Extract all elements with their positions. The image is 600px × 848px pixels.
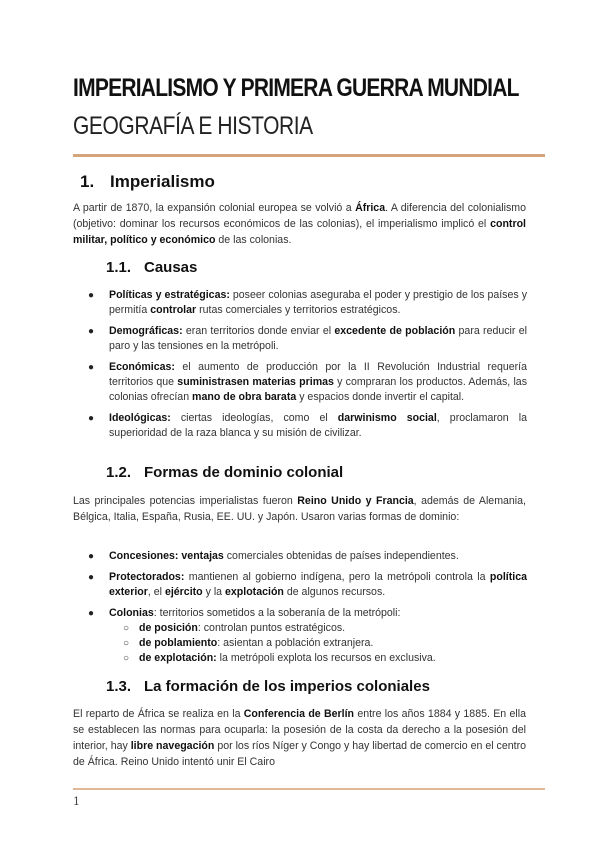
bullet-icon: ●: [88, 608, 95, 619]
page-subtitle: GEOGRAFÍA E HISTORIA: [73, 112, 313, 140]
list-item: ● Protectorados: mantienen al gobierno indígena, pero la metrópoli controla la política exterior, el ejército y la explotación de algunos recursos.: [88, 571, 527, 598]
list-item: ● Concesiones: ventajas comerciales obtenidas de países independientes.: [88, 550, 459, 562]
subsection-heading-formas-dominio: 1.2. Formas de dominio colonial: [106, 464, 344, 481]
bullet-icon: ●: [88, 551, 95, 562]
page-title: IMPERIALISMO Y PRIMERA GUERRA MUNDIAL: [73, 74, 519, 102]
subsection-heading-imperios-coloniales: 1.3. La formación de los imperios coloniales: [106, 678, 430, 695]
list-item: ● Políticas y estratégicas: poseer colonias aseguraba el poder y prestigio de los países y permitía controlar rutas comerciales y territorios estratégicos.: [88, 289, 527, 316]
subsection-heading-causas: 1.1. Causas: [106, 259, 198, 276]
list-item: ● Económicas: el aumento de producción por la II Revolución Industrial requería territorios que suministrasen materias primas y compraran los productos. Además, las colonias ofrecían mano de obra barata y espacios donde invertir el capital.: [88, 361, 527, 403]
header-divider: [73, 154, 545, 157]
circle-bullet-icon: ○: [123, 638, 130, 649]
bullet-icon: ●: [88, 572, 95, 583]
dominio-list: [85, 549, 527, 672]
bullet-icon: ●: [88, 326, 95, 337]
paragraph-reparto-africa: El reparto de África se realiza en la Conferencia de Berlín entre los años 1884 y 1885. En ella se establecen las normas para ocuparla: la posesión de la costa da derecho a la posesión del interior, hay libre navegación por los ríos Níger y Congo y hay libertad de comercio en el centro de África. Reino Unido intentó unir El Cairo: [73, 708, 526, 768]
causes-list: [85, 288, 527, 447]
section-heading-imperialismo: 1. Imperialismo: [80, 172, 215, 191]
colonias-sublist: [109, 621, 527, 666]
list-item: ● Demográficas: eran territorios donde enviar el excedente de población para reducir el paro y las tensiones en la metrópoli.: [88, 325, 527, 352]
bullet-icon: ●: [88, 362, 95, 373]
circle-bullet-icon: ○: [123, 623, 130, 634]
sublist-item: ○ de poblamiento: asientan a población extranjera.: [123, 637, 374, 649]
bullet-icon: ●: [88, 290, 95, 301]
list-item: ● Colonias: territorios sometidos a la soberanía de la metrópoli: ○ de posición: controlan puntos estratégicos. ○ de poblamiento: asientan a población extranjera. ○ de explotación: la metrópoli explota los recursos en exclusiva.: [85, 606, 527, 666]
paragraph-potencias: Las principales potencias imperialistas fueron Reino Unido y Francia, además de Alemania, Bélgica, Italia, España, Rusia, EE. UU. y Japón. Usaron varias formas de dominio:: [73, 495, 526, 523]
bullet-icon: ●: [88, 413, 95, 424]
circle-bullet-icon: ○: [123, 653, 130, 664]
page-number: 1: [73, 795, 80, 808]
paragraph-intro: A partir de 1870, la expansión colonial europea se volvió a África. A diferencia del colonialismo (objetivo: dominar los recursos económicos de las colonias), el imperialismo implicó el control militar, político y económico de las colonias.: [73, 202, 526, 246]
sublist-item: ○ de posición: controlan puntos estratégicos.: [123, 622, 346, 634]
sublist-item: ○ de explotación: la metrópoli explota los recursos en exclusiva.: [123, 652, 436, 664]
list-item: ● Ideológicas: ciertas ideologías, como el darwinismo social, proclamaron la superioridad de la raza blanca y su misión de civilizar.: [88, 412, 528, 439]
footer-divider: [73, 788, 545, 790]
